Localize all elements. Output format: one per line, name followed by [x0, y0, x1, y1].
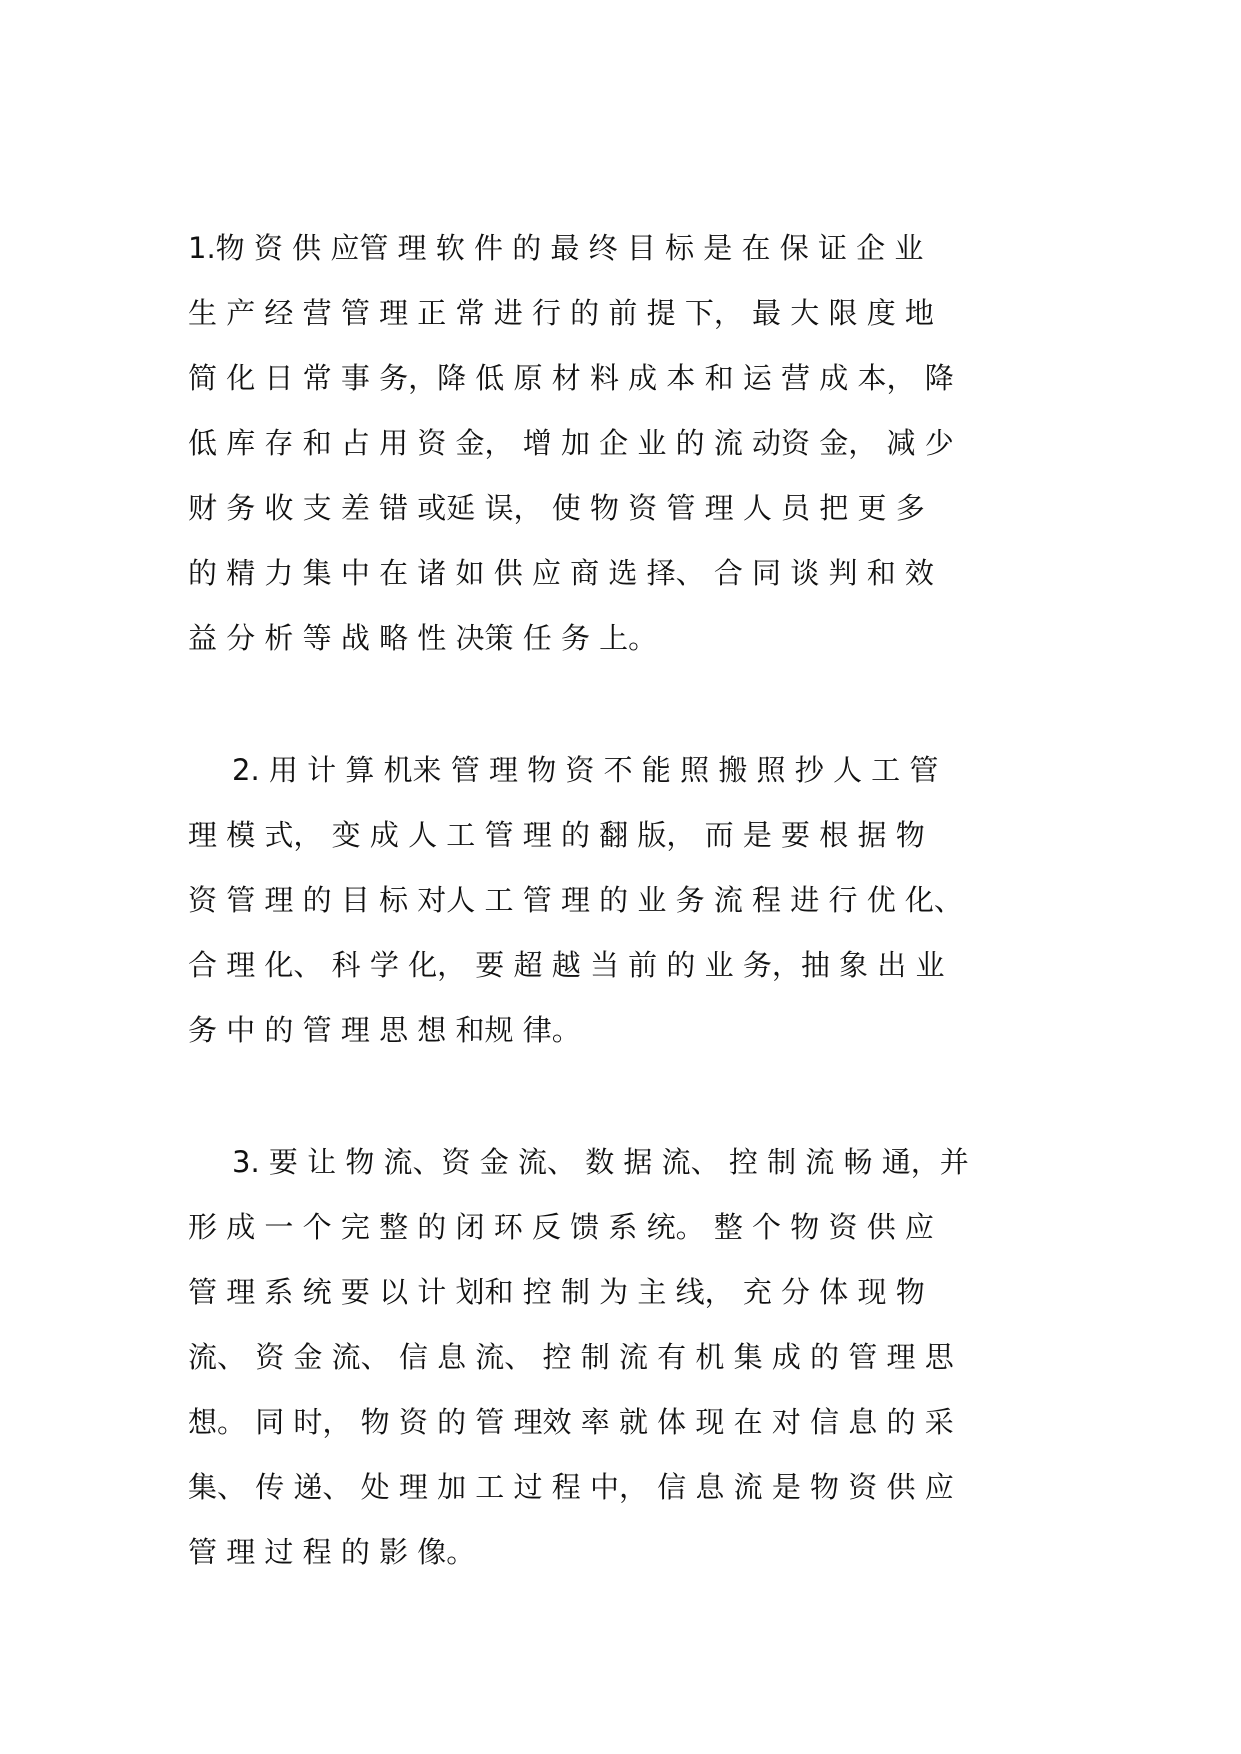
text-line: 1.物 资 供 应管 理 软 件 的 最 终 目 标 是 在 保 证 企 业	[188, 231, 924, 265]
text-line: 流、 资 金 流、 信 息 流、 控 制 流 有 机 集 成 的 管 理 思	[188, 1340, 954, 1374]
text-line: 理 模 式， 变 成 人 工 管 理 的 翻 版， 而 是 要 根 据 物	[188, 818, 925, 852]
text-line: 管 理 过 程 的 影 像。	[188, 1535, 476, 1569]
paragraph-2	[188, 738, 1058, 1063]
paragraph-1	[188, 216, 1058, 671]
text-line: 2. 用 计 算 机来 管 理 物 资 不 能 照 搬 照 抄 人 工 管	[232, 753, 939, 787]
text-line: 生 产 经 营 管 理 正 常 进 行 的 前 提 下， 最 大 限 度 地	[188, 296, 934, 330]
text-line: 简 化 日 常 事 务，降 低 原 材 料 成 本 和 运 营 成 本， 降	[188, 361, 954, 395]
text-line: 低 库 存 和 占 用 资 金， 增 加 企 业 的 流 动资 金， 减 少	[188, 426, 954, 460]
text-line: 管 理 系 统 要 以 计 划和 控 制 为 主 线， 充 分 体 现 物	[188, 1275, 925, 1309]
text-line: 财 务 收 支 差 错 或延 误， 使 物 资 管 理 人 员 把 更 多	[188, 491, 925, 525]
text-line: 的 精 力 集 中 在 诸 如 供 应 商 选 择、 合 同 谈 判 和 效	[188, 556, 934, 590]
text-line: 合 理 化、 科 学 化， 要 超 越 当 前 的 业 务，抽 象 出 业	[188, 948, 945, 982]
text-line: 3. 要 让 物 流、资 金 流、 数 据 流、 控 制 流 畅 通，并	[232, 1145, 969, 1179]
text-line: 想。 同 时， 物 资 的 管 理效 率 就 体 现 在 对 信 息 的 采	[188, 1405, 954, 1439]
text-line: 形 成 一 个 完 整 的 闭 环 反 馈 系 统。 整 个 物 资 供 应	[188, 1210, 934, 1244]
text-line: 务 中 的 管 理 思 想 和规 律。	[188, 1013, 581, 1047]
text-line: 资 管 理 的 目 标 对人 工 管 理 的 业 务 流 程 进 行 优 化、	[188, 883, 963, 917]
text-line: 集、 传 递、 处 理 加 工 过 程 中， 信 息 流 是 物 资 供 应	[188, 1470, 954, 1504]
text-line: 益 分 析 等 战 略 性 决策 任 务 上。	[188, 621, 658, 655]
paragraph-3	[188, 1130, 1058, 1585]
